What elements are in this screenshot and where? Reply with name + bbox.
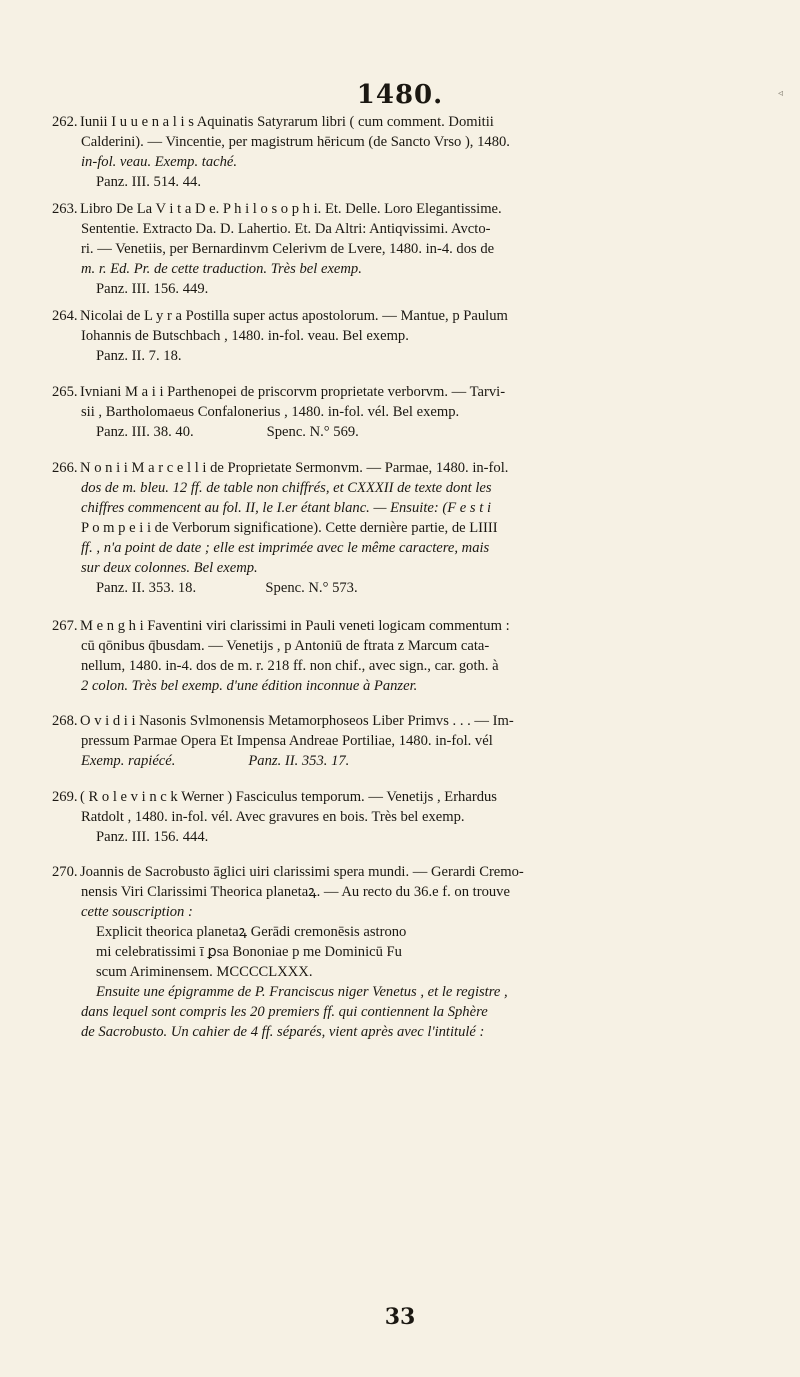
entry-line: ff. , n'a point de date ; elle est imprimée avec le même caractere, mais <box>81 540 490 556</box>
entry-reference: Panz. III. 156. 444. <box>96 829 209 845</box>
entry-number: 264. <box>52 308 78 324</box>
entry-number: 263. <box>52 201 78 217</box>
entry-line: Ratdolt , 1480. in-fol. vél. Avec gravures en bois. Très bel exemp. <box>81 809 465 825</box>
entry-number: 270. <box>52 864 78 880</box>
catalogue-entry-264 <box>52 306 774 366</box>
entry-line: N o n i i M a r c e l l i de Proprietate Sermonvm. — Parmae, 1480. in-fol. <box>80 460 509 476</box>
entry-reference: Panz. III. 514. 44. <box>96 174 201 190</box>
entry-line: Iunii I u u e n a l i s Aquinatis Satyrarum libri ( cum comment. Domitii <box>80 114 494 130</box>
entry-line: Ensuite une épigramme de P. Franciscus niger Venetus , et le registre , <box>96 984 508 1000</box>
entry-reference: Panz. II. 353. 18. Spenc. N.° 573. <box>96 580 358 596</box>
entry-number: 268. <box>52 713 78 729</box>
entry-line: M e n g h i Faventini viri clarissimi in Pauli veneti logicam commentum : <box>80 618 510 634</box>
catalogue-entry-267 <box>52 616 774 696</box>
catalogue-entry-266 <box>52 458 774 598</box>
entry-line: Ivniani M a i i Parthenopei de priscorvm proprietate verborvm. — Tarvi- <box>80 384 506 400</box>
entry-reference: Panz. II. 7. 18. <box>96 348 182 364</box>
page-header-year: 1480. <box>356 80 444 110</box>
entry-line: Iohannis de Butschbach , 1480. in-fol. veau. Bel exemp. <box>81 328 409 344</box>
catalogue-entry-268 <box>52 711 774 771</box>
entry-line: de Sacrobusto. Un cahier de 4 ff. séparés, vient après avec l'intitulé : <box>81 1024 485 1040</box>
entry-line: 2 colon. Très bel exemp. d'une édition inconnue à Panzer. <box>81 678 418 694</box>
entry-reference: Panz. III. 156. 449. <box>96 281 209 297</box>
catalogue-entry-265 <box>52 382 774 442</box>
colophon-line: scum Ariminensem. MCCCCLXXX. <box>96 964 313 980</box>
colophon-line: mi celebratissimi ī ꝑsa Bononiae p me Dominicū Fu <box>96 944 402 960</box>
entry-line: nensis Viri Clarissimi Theorica planetaꝝ. — Au recto du 36.e f. on trouve <box>81 884 510 900</box>
entry-line: Joannis de Sacrobusto āglici uiri clarissimi spera mundi. — Gerardi Cremo- <box>80 864 524 880</box>
entry-line: nellum, 1480. in-4. dos de m. r. 218 ff. non chif., avec sign., car. goth. à <box>81 658 499 674</box>
entry-line: chiffres commencent au fol. II, le I.er étant blanc. — Ensuite: (F e s t i <box>81 500 492 516</box>
entry-line: dos de m. bleu. 12 ff. de table non chiffrés, et CXXXII de texte dont les <box>81 480 492 496</box>
entry-number: 265. <box>52 384 78 400</box>
entry-reference: Panz. III. 38. 40. Spenc. N.° 569. <box>96 424 359 440</box>
catalogue-entry-269 <box>52 787 774 847</box>
entry-number: 269. <box>52 789 78 805</box>
entry-line: ( R o l e v i n c k Werner ) Fasciculus temporum. — Venetijs , Erhardus <box>80 789 497 805</box>
entry-line: in-fol. veau. Exemp. taché. <box>81 154 238 170</box>
catalogue-entry-262 <box>52 112 774 192</box>
margin-mark: ◃ <box>778 88 784 99</box>
colophon-line: Explicit theorica planetaꝝ Gerādi cremonēsis astrono <box>96 924 407 940</box>
entry-number: 262. <box>52 114 78 130</box>
entry-number: 266. <box>52 460 78 476</box>
catalogue-entry-263 <box>52 199 774 299</box>
entry-line: ri. — Venetiis, per Bernardinvm Celerivm de Lvere, 1480. in-4. dos de <box>81 241 495 257</box>
catalogue-entry-270 <box>52 862 774 1042</box>
entry-line: Calderini). — Vincentie, per magistrum hēricum (de Sancto Vrso ), 1480. <box>81 134 510 150</box>
entry-number: 267. <box>52 618 78 634</box>
entry-line: dans lequel sont compris les 20 premiers ff. qui contiennent la Sphère <box>81 1004 488 1020</box>
entry-line: Exemp. rapiécé. Panz. II. 353. 17. <box>81 753 350 769</box>
entry-line: m. r. Ed. Pr. de cette traduction. Très bel exemp. <box>81 261 362 277</box>
entry-line: P o m p e i i de Verborum significatione). Cette dernière partie, de LIIII <box>81 520 498 536</box>
entry-line: Sententie. Extracto Da. D. Lahertio. Et. Da Altri: Antiqvissimi. Avcto- <box>81 221 491 237</box>
entry-line: pressum Parmae Opera Et Impensa Andreae Portiliae, 1480. in-fol. vél <box>81 733 493 749</box>
entry-line: Nicolai de L y r a Postilla super actus apostolorum. — Mantue, p Paulum <box>80 308 508 324</box>
entry-line: sur deux colonnes. Bel exemp. <box>81 560 258 576</box>
entry-line: cū qōnibus q̄busdam. — Venetijs , p Antoniū de ftrata z Marcum cata- <box>81 638 490 654</box>
entry-line: Libro De La V i t a D e. P h i l o s o p h i. Et. Delle. Loro Elegantissime. <box>80 201 502 217</box>
entry-line: O v i d i i Nasonis Svlmonensis Metamorphoseos Liber Primvs . . . — Im- <box>80 713 514 729</box>
entry-line: cette souscription : <box>81 904 193 920</box>
page-number: 33 <box>384 1304 416 1330</box>
entry-line: sii , Bartholomaeus Confalonerius , 1480. in-fol. vél. Bel exemp. <box>81 404 460 420</box>
